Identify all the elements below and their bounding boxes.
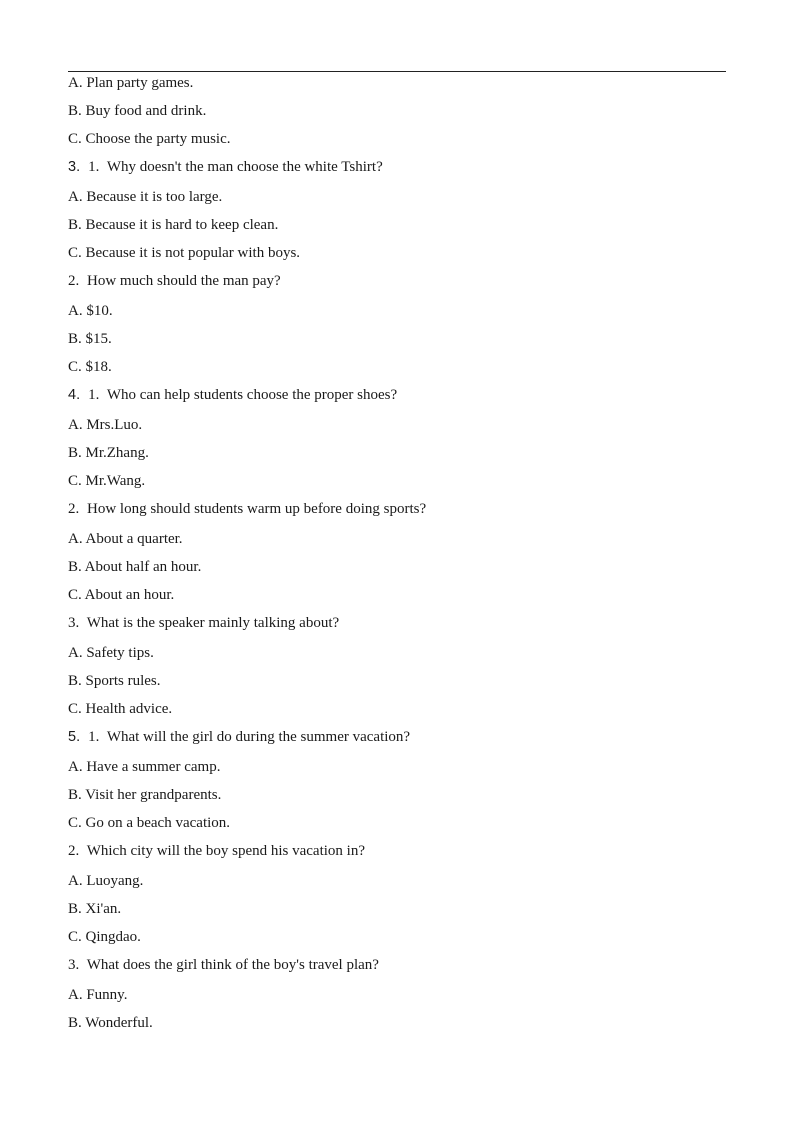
option-line: A. Because it is too large. <box>68 189 223 205</box>
option-line: B. Visit her grandparents. <box>68 787 222 803</box>
option-line: A. Mrs.Luo. <box>68 417 143 433</box>
sub-number: 1. <box>88 159 100 175</box>
option-line: C. Because it is not popular with boys. <box>68 245 301 261</box>
option-line: B. About half an hour. <box>68 559 202 575</box>
option-line: A. About a quarter. <box>68 531 183 547</box>
question-text: How long should students warm up before doing sports? <box>87 501 427 517</box>
sub-number: 2. <box>68 501 80 517</box>
question-number: 4. <box>68 387 81 403</box>
option-line: B. Xi'an. <box>68 901 122 917</box>
option-line: B. Mr.Zhang. <box>68 445 149 461</box>
option-line: B. Sports rules. <box>68 673 161 689</box>
question-line <box>68 955 379 975</box>
option-line: B. Buy food and drink. <box>68 103 207 119</box>
sub-number: 3. <box>68 957 80 973</box>
option-line: C. Choose the party music. <box>68 131 231 147</box>
option-line: C. About an hour. <box>68 587 175 603</box>
option-line: A. Plan party games. <box>68 75 194 91</box>
question-text: What does the girl think of the boy's travel plan? <box>86 957 379 973</box>
option-line: B. Wonderful. <box>68 1015 153 1031</box>
option-line: A. Have a summer camp. <box>68 759 221 775</box>
question-text: Who can help students choose the proper shoes? <box>106 387 398 403</box>
question-text: What is the speaker mainly talking about? <box>86 615 340 631</box>
option-line: B. Because it is hard to keep clean. <box>68 217 279 233</box>
option-line: A. Funny. <box>68 987 128 1003</box>
option-line: C. Qingdao. <box>68 929 141 945</box>
question-text: What will the girl do during the summer vacation? <box>106 729 411 745</box>
option-line: C. Health advice. <box>68 701 173 717</box>
option-line: A. $10. <box>68 303 113 319</box>
question-text: How much should the man pay? <box>87 273 281 289</box>
sub-number: 3. <box>68 615 80 631</box>
question-number: 5. <box>68 729 81 745</box>
option-line: C. Mr.Wang. <box>68 473 146 489</box>
sub-number: 1. <box>88 387 100 403</box>
option-line: C. $18. <box>68 359 112 375</box>
option-line: C. Go on a beach vacation. <box>68 815 231 831</box>
header-rule <box>68 71 726 72</box>
sub-number: 1. <box>88 729 100 745</box>
option-line: A. Safety tips. <box>68 645 154 661</box>
question-line <box>68 271 281 291</box>
question-text: Why doesn't the man choose the white Tshirt? <box>106 159 383 175</box>
question-line <box>68 613 339 633</box>
question-line <box>68 841 365 861</box>
question-line <box>68 727 410 747</box>
option-line: B. $15. <box>68 331 112 347</box>
question-text: Which city will the boy spend his vacation in? <box>86 843 366 859</box>
question-line <box>68 499 426 519</box>
question-number: 3. <box>68 159 81 175</box>
sub-number: 2. <box>68 273 80 289</box>
question-line <box>68 157 383 177</box>
option-line: A. Luoyang. <box>68 873 144 889</box>
question-line <box>68 385 397 405</box>
sub-number: 2. <box>68 843 80 859</box>
